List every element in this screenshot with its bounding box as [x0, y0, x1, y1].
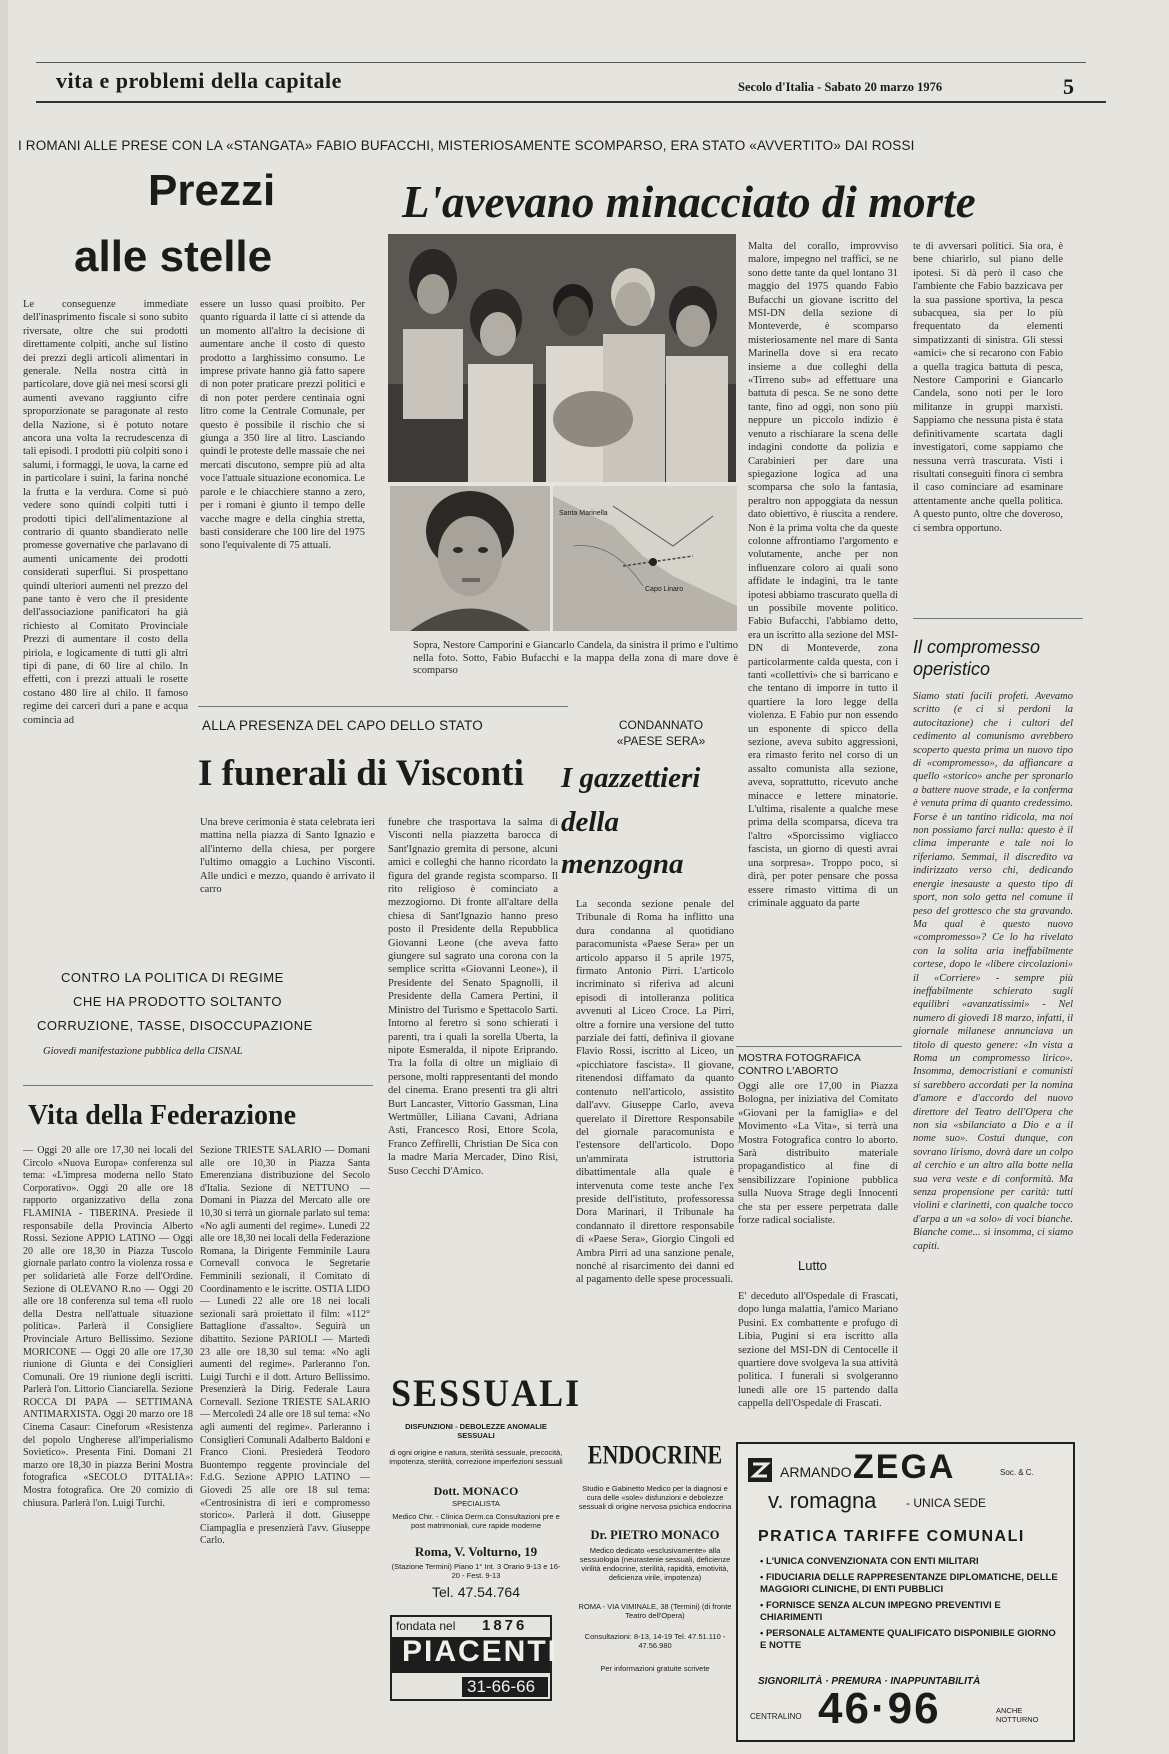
ad-endocrine-doctor: Dr. PIETRO MONACO	[590, 1528, 720, 1542]
mostra-title-2: CONTRO L'ABORTO	[738, 1065, 839, 1077]
zega-phone: 46·96	[818, 1684, 941, 1733]
portrait-photo	[390, 486, 550, 631]
compromesso-title: Il compromesso operistico	[913, 637, 1041, 679]
ad-endocrine-address: ROMA - VIA VIMINALE, 38 (Termini) (di fronte Teatro dell'Opera)	[578, 1602, 732, 1620]
mostra-rule	[736, 1046, 902, 1047]
prezzi-title-line2: alle stelle	[74, 232, 273, 281]
group-photo	[388, 234, 736, 482]
ad-piacenti-phone: 31-66-66	[467, 1677, 536, 1696]
zega-logo	[748, 1458, 772, 1482]
dateline: Secolo d'Italia - Sabato 20 marzo 1976	[738, 80, 943, 94]
minacciato-column-1: Malta del corallo, improvviso malore, impegno nel traffici, se ne sono dette tante da quel lontano 31 maggio del 1975 quando Fabio Bufacchi un giovane iscritto del MSI-DN della sezione di Monteverde, è scomparso misteriosamente nel mare di Santa Marinella dove si era recato insieme a due colleghi della «Tirreno sub» ad effettuare una battuta di pesca. Se ne sono dette tante, fino ad oggi, non sono più neppure un piccolo indizio è venuto a rischiarare la scena delle indagini condotte da polizia e Carabinieri per dare una spiegazione logica ad una scomparsa che solo la fantasia, peraltro non appoggiata da nessun dato obiettivo, è riuscita a rendere. Non è la prima volta che da queste colonne affrontiamo l'argomento e volutamente, anche per non influenzare coloro ai quali sono affidate le indagini, tra le tante ipotesi abbiamo trascurato quella di un possibile movente politico. Fabio Bufacchi, l'abbiamo detto, era un iscritto alla sezione del MSI-DN di Monteverde, zona particolarmente calda questa, con i tanti «collettivi» che si barricano e che tentano di imporre in tutto il quartiere la loro legge della violenza. E Fabio pur non essendo un esponente di spicco della sezione, aveva subito aggressioni, era rimasto ferito nel corso di un assalto comunista alla sezione, aveva, soprattutto, ricevuto anche minacce e lettere minatorie. L'ultima, risalente a qualche mese prima della scomparsa, diceva tra l'altro «Sporcissimo vigliacco fascista, un giorno di questi avrai una sorpresa». Troppo poco, si dirà, per poter pensare che possa essere rimasto vittima di un criminale agguato da parte	[748, 241, 898, 909]
funerali-kicker: ALLA PRESENZA DEL CAPO DELLO STATO	[202, 718, 483, 733]
regime-line-3: CORRUZIONE, TASSE, DISOCCUPAZIONE	[37, 1018, 313, 1033]
zega-service-3: • FORNISCE SENZA ALCUN IMPEGNO PREVENTIVI E CHIARIMENTI	[760, 1600, 1060, 1624]
ad-endocrine-note: Per informazioni gratuite scrivete	[600, 1664, 710, 1673]
ad-piacenti-name: PIACENTI	[402, 1635, 559, 1668]
ad-endocrine-info: Studio e Gabinetto Medico per la diagnosi e cura delle «sole» disfunzioni e debolezze sessuali di origine nervosa psichica endocrina	[578, 1484, 732, 1511]
federazione-title: Vita della Federazione	[28, 1100, 297, 1131]
newspaper-page	[8, 0, 1169, 1754]
ad-sessuali-detail: di ogni origine e natura, sterilità sessuale, precocità, impotenza, sterilità, correzione imperfezioni sessuali	[389, 1448, 563, 1466]
prezzi-title-line1: Prezzi	[148, 166, 276, 215]
photo-caption: Sopra, Nestore Camporini e Giancarlo Candela, da sinistra il primo e l'ultimo nella foto. Sotto, Fabio Bufacchi e la mappa della zona di mare dove è scomparso	[413, 640, 738, 676]
header-bottom-rule	[36, 101, 1106, 103]
ad-endocrine-headline: ENDOCRINE	[587, 1439, 723, 1470]
zega-slogan: SIGNORILITÀ · PREMURA · INAPPUNTABILITÀ	[758, 1676, 981, 1687]
gazzettieri-title-2: della	[561, 806, 619, 838]
zega-name-pre: ARMANDO	[780, 1464, 852, 1480]
gazzettieri-title-3: menzogna	[561, 848, 684, 880]
ad-endocrine	[576, 1439, 734, 1742]
header-top-rule	[36, 62, 1086, 63]
regime-line-4: Giovedì manifestazione pubblica della CISNAL	[43, 1046, 243, 1057]
ad-zega	[736, 1442, 1075, 1742]
compromesso-body: Siamo stati facili profeti. Avevamo scritto (e ci si perdoni la autocitazione) che i cultori del cedimento al comunismo avrebbero scoperto questa prima un nuovo tipo di «compromesso», da affiancare a quello «storico» anche per spronarlo a battere nuove strade, e la conferma è venuta prima di quanto credessimo. Forse è un tantino ridicola, ma noi non possiamo farci nulla: questo è il clima imperante e tale noi lo riferiamo. Semmai, il discredito va indirizzato verso chi, dedicando energie inesauste a questo tipo di sport, non solo getta nel comune il peso del grottesco che sta gravando. Ma qual è questo nuovo «compromesso»? Ce lo ha rivelato con la solita aria ineffabilmente cortese, dopo le «libere circolazioni» il «Corriere» - sempre più ineffabilmente schierato sugli equilibri «avanzatissimi» - Nel numero di giovedì 18 marzo, infatti, il giornale milanese annunciava un titolo di questo genere: «In vista a Roma un compromesso lirico». Insomma, democristiani e comunisti si sarebbero accordati per la nomina d'amore e d'accordo del nuovo direttore del Teatro dell'Opera che non sia «sbilanciato a Dio e a il nome suo». Costui dunque, con sovrano lirismo, dovrà dare un colpo al cerchio e un altro alla botte nella sua vera veste e di conformità. Ma senza propensione per carità: tutti violini e clarinetti, con qualche tocco d'arpa a un «a solo» di voci bianche. Bianche come... sì insomma, ci siamo capiti.	[913, 691, 1073, 1252]
ad-sessuali-doctor: Dott. MONACO	[433, 1484, 519, 1498]
zega-service-2: • FIDUCIARIA DELLE RAPPRESENTANZE DIPLOMATICHE, DELLE MAGGIORI CLINICHE, DI ENTI PUBBLICI	[760, 1572, 1060, 1596]
ad-sessuali-address: Roma, V. Volturno, 19	[414, 1544, 538, 1559]
gazzettieri-kicker-2: «PAESE SERA»	[616, 734, 706, 748]
zega-name: ZEGA	[853, 1448, 956, 1486]
zega-street: v. romagna	[768, 1488, 877, 1513]
ad-endocrine-detail: Medico dedicato «esclusivamente» alla sessuologia (neurastenie sessuali, deficienze virilità endocrine, sterilità, rapidità, emotività, deficienza virile, impotenza)	[579, 1546, 731, 1582]
ad-sessuali-phone: Tel. 47.54.764	[432, 1584, 520, 1600]
regime-box	[23, 960, 373, 1075]
funerali-top-rule	[198, 706, 568, 707]
zega-night: ANCHE NOTTURNO	[996, 1706, 1039, 1724]
section-title: vita e problemi della capitale	[56, 68, 342, 93]
ad-sessuali-role: SPECIALISTA	[452, 1499, 500, 1508]
regime-line-2: CHE HA PRODOTTO SOLTANTO	[73, 994, 282, 1009]
prezzi-column-2: essere un lusso quasi proibito. Per quanto riguarda il latte ci si attende da un momento all'altro la decisione di aumentare anche il costo di questo prodotto a larghissimo consumo. Le imprese private hanno già fatto sapere di non poter praticare prezzi politici e di non poter perdere centinaia ogni litro come la Centrale Comunale, per questo è possibile il rischio che si giunga a 350 lire al litro. Lasciando quindi le proteste delle massaie che nei mercati discutono, sempre più ad alta voce l'attuale situazione economica. Le parole e le chiacchiere stanno a zero, per i romani è giunto il tempo delle vacche magre e della cinghia stretta, basti considerare che 100 lire del 1975 sono l'equivalente di 75 attuali.	[200, 299, 365, 552]
gazzettieri-kicker-1: CONDANNATO	[618, 718, 704, 732]
federazione-rule	[23, 1085, 373, 1086]
ad-piacenti-top: fondata nel	[396, 1619, 456, 1633]
zega-switch-label: CENTRALINO	[750, 1712, 802, 1721]
zega-sede: - UNICA SEDE	[906, 1496, 987, 1510]
gazzettieri-body: La seconda sezione penale del Tribunale di Roma ha inflitto una dura condanna al quotidiano paracomunista «Paese Sera» per un articolo apparso il 5 aprile 1975, firmato Antonio Pirri. L'articolo incriminato si riferiva ad alcuni episodi di intolleranza politica avvenuti al Liceo Croce. La Pirri, oltre a fornire una versione del tutto parziale dei fatti, definiva il giovane Flavio Rossi, iscritto al Liceo, un «picchiatore fascista». Il giovane, ritenendosi diffamato da quanto contenuto nell'articolo, assistito dall'avv. Giuseppe Carlo, aveva querelato il Direttore Responsabile del giornale paracomunista e l'estensore dell'articolo. Dopo un'ammirata istruttoria dibattimentale alla quale è intervenuta come teste anche l'ex preside dell'istituto, professoressa Dora Marinari, il Tribunale ha condannato il direttore responsabile di «Paese Sera», Giorgio Cingoli ed Ambra Pirri ad una sanzione penale, nonché al risarcimento dei danni ed al pagamento delle spese processuali.	[576, 899, 734, 1286]
compromesso-rule	[913, 618, 1083, 619]
funerali-column-1: Una breve cerimonia è stata celebrata ieri mattina nella piazza di Santo Ignazio e all'interno della chiesa, per porgere l'ultimo omaggio a Luchino Visconti. Alle undici e mezzo, quando è arrivato il carro	[200, 817, 375, 896]
ad-sessuali-headline: SESSUALI	[391, 1371, 582, 1415]
ad-piacenti	[390, 1615, 559, 1701]
ad-endocrine-hours: Consultazioni: 8-13, 14-19 Tel. 47.51.110 - 47.56.980	[584, 1632, 726, 1650]
regime-line-1: CONTRO LA POLITICA DI REGIME	[61, 970, 284, 985]
page-number: 5	[1063, 74, 1074, 99]
lutto-body: E' deceduto all'Ospedale di Frascati, dopo lunga malattia, l'amico Mariano Pusini. Ex combattente e profugo di Libia, Pugini si era iscritto alla sezione del MSI-DN di Centocelle il quartiere dove svolgeva la sua attività politica. I funerali si svolgeranno lunedì alle ore 15 partendo dalla cappella dell'Ospedale di Frascati.	[738, 1291, 898, 1410]
lutto-title: Lutto	[798, 1258, 827, 1273]
zega-banner: PRATICA TARIFFE COMUNALI	[758, 1528, 1025, 1545]
federazione-column-2: Sezione TRIESTE SALARIO — Domani alle ore 10,30 in Piazza Santa Emerenziana distribuzione del Secolo d'Italia. Sezione di NETTUNO — Domani in Piazza del Mercato alle ore 10,30 si terrà un giornale parlato sul tema: «No agli aumenti del regime». Lunedì 22 alle ore 18,30 nei locali della Federazione Romana, la Dirigente Femminile Laura Cornevall convoca le Segretarie Femminili sezionali, il Comitato di Coordinamento e le iscritte. OSTIA LIDO — Lunedì 22 alle ore 18 nei locali sezionali sarà proiettato il film: «112° Battaglione d'assalto». Seguirà un dibattito. Sezione PARIOLI — Martedì 23 alle ore 18,30 sul tema: «No agli aumenti del regime». Parleranno l'on. Luigi Turchi e il dott. Arturo Bellissimo. Presenzierà la Dirig. Federale Laura Cornevall. Sezione TRIESTE SALARIO — Mercoledì 24 alle ore 18 sul tema: «No agli aumenti del regime». Parleranno i Consiglieri Comunali Adalberto Baldoni e Franco Cioni. Presiederà Teodoro Buontempo reggente provinciale del F.d.G. Sezione APPIO LATINO — Giovedì 25 alle ore 18 sul tema: «Centrosinistra di ieri e compromesso storico». Parlerà il dott. Giuseppe Ciampaglia e presenzierà l'avv. Giuseppe Carlo.	[200, 1145, 370, 1547]
minacciato-title: L'avevano minacciato di morte	[402, 177, 976, 227]
funerali-column-2: funebre che trasportava la salma di Visconti nella piazzetta barocca di Sant'Ignazio gremita di persone, alcuni amici e colleghi che hanno ricordato la figura del grande regista scomparso. Il rito religioso è cominciato a mezzogiorno. Di fronte all'altare della chiesa di Sant'Ignazio hanno preso posto il Presidente della Repubblica Giovanni Leone (che aveva fatto giungere sul sagrato una corona con la semplice scritta «Giovanni Leone»), il Presidente del Senato Spagnolli, il Presidente della Camera Pertini, il Ministro del Turismo e Spettacolo Sarti. Intorno al feretro si sono schierati i parenti, tra i quali la sorella Uberta, la nipote Esmeralda, il nipote Eriprando. Tra la folla di oltre un migliaio di persone, molti rappresentanti del mondo del cinema. Erano presenti tra gli altri Burt Lancaster, Vittorio Gassman, Lina Wertmüller, Liliana Cavani, Adriana Asti, Francesco Rosi, Ettore Scola, Franco Zeffirelli, Christian De Sica con la madre Maria Mercader, Dino Risi, Suso Cecchi D'Amico.	[388, 817, 558, 1177]
federazione-column-1: — Oggi 20 alle ore 17,30 nei locali del Circolo «Nuova Europa» conferenza sul tema: «L'impresa moderna nello Stato Corporativo». Oggi 20 alle ore 18 rapporto organizzativo della zona FLAMINIA - TIBERINA. Presiede il responsabile della Provincia Alberto Rossi. Sezione APPIO LATINO — Oggi 20 alle ore 18,30 in Piazza Tuscolo giornale parlato contro la violenza rossa e per solidarietà alle Forze dell'Ordine. Sezione di OLEVANO R.no — Oggi 20 alle ore 18 conferenza sul tema «Il ruolo della Destra nell'attuale situazione politica». Parlerà il Consigliere Provinciale Arturo Bellissimo. Sezione MORICONE — Oggi 20 alle ore 17,30 riunione di Giunta e dei Consiglieri Comunali. Ore 19 riunione degli iscritti. Parlerà l'on. Littorio Cianciarella. Sezione ROCCA DI PAPA — SETTIMANA ANTIMARXISTA. Oggi 20 marzo ore 18 Cinema Casaur: Cineforum «Resistenza del popolo Ungherese all'imperialismo Sovietico». Presenta Fini. Domani 21 marzo ore 18,30 in piazza Berini Mostra fotografica «SECOLO D'ITALIA»: Mostra fotografica. Ore 20 comizio di chiusura. Parlerà l'on. Luigi Turchi.	[23, 1145, 193, 1509]
map-label-2: Capo Linaro	[645, 586, 684, 593]
ad-sessuali-station: (Stazione Termini) Piano 1° Int. 3 Orario 9-13 e 16-20 - Fest. 9-13	[391, 1562, 561, 1580]
zega-suffix: Soc. & C.	[1000, 1468, 1034, 1477]
sea-map	[553, 486, 737, 631]
zega-services-list	[760, 1556, 1060, 1656]
gazzettieri-title-1: I gazzettieri	[561, 762, 701, 794]
mostra-title-1: MOSTRA FOTOGRAFICA	[738, 1052, 861, 1064]
map-label-1: Santa Marinella	[559, 510, 608, 517]
ad-sessuali-info: Medico Chir. - Clinica Derm.ca Consultazioni pre e post matrimoniali, cure rapide moderne	[392, 1512, 560, 1530]
minacciato-column-2: te di avversari politici. Sia ora, è bene chiarirlo, sul piano delle ipotesi. Si dà però il caso che l'ambiente che Fabio bazzicava per la sua passione sportiva, la pesca subacquea, sia per lo più frequentato da elementi simpatizzanti di sinistra. Gli stessi «amici» che si recarono con Fabio a quella tragica battuta di pesca, Nestore Camporini e Giancarlo Candela, sono noti per le loro militanze in gruppi marxisti. Sappiamo che nessuna pista è stata definitivamente scartata dagli investigatori, come sappiamo che nessuna verrà trascurata. Visti i risultati conseguiti finora ci sembra il caso cominciare ad esaminare attentamente anche quella politica. A questo punto, oltre che doveroso, ci sembra opportuno.	[913, 241, 1063, 534]
zega-service-1: • L'UNICA CONVENZIONATA CON ENTI MILITARI	[760, 1556, 1060, 1568]
funerali-title: I funerali di Visconti	[198, 753, 524, 794]
ad-piacenti-year: 1876	[482, 1617, 528, 1634]
mostra-body: Oggi alle ore 17,00 in Piazza Bologna, per iniziativa del Comitato «Giovani per la famiglia» e del Movimento «La Vita», si terrà una Mostra Fotografica contro lo aborto. Sarà distribuito materiale propagandistico al fine di sensibilizzare l'opinione pubblica sulla Nuova Strage degli Innocenti che sta per essere perpetrata dalle forze radical socialiste.	[738, 1081, 898, 1227]
page-kicker: I ROMANI ALLE PRESE CON LA «STANGATA» FABIO BUFACCHI, MISTERIOSAMENTE SCOMPARSO, ERA STATO «AVVERTITO» DAI ROSSI	[18, 138, 915, 153]
ad-sessuali	[383, 1371, 582, 1617]
ad-sessuali-sub: DISFUNZIONI - DEBOLEZZE ANOMALIE SESSUALI	[405, 1422, 547, 1440]
prezzi-column-1: Le conseguenze immediate dell'inasprimento fiscale si sono subito riversate, oltre che sui prodotti direttamente colpiti, anche sul listino dei prezzi degli articoli alimentari in generale. Nella nostra città in particolare, dove già nei mesi scorsi gli aumenti avevano raggiunto cifre sproporzionate se paragonate al resto della Nazione, si è potuto notare ancora una volta la recrudescenza di tali episodi. I prodotti più colpiti sono i salumi, i formaggi, le uova, la carne ed in particolare i suini, la farina nonché la frutta e la verdura. Come si può vedere sono quindi colpiti tutti i prodotti tipici dell'alimentazione al contrario di quanto sbandierato nelle promesse governative che parlavano di aumenti unicamente dei prodotti considerati superflui. Si prospettano quindi ulteriori aumenti nel prezzo del pane tanto è vero che il presidente dell'associazione panificatori ha già richiesto al Comitato Provinciale Prezzi di aumentare il costo della piriola, e logicamente di tutti gli altri tipi di pane, di 60 lire al chilo. In effetti, con i prezzi attuali le rosette costano 480 lire al chilo. Il famoso regime dei carceri duri a pane e acqua comincia ad	[23, 299, 188, 726]
zega-service-4: • PERSONALE ALTAMENTE QUALIFICATO DISPONIBILE GIORNO E NOTTE	[760, 1628, 1060, 1652]
